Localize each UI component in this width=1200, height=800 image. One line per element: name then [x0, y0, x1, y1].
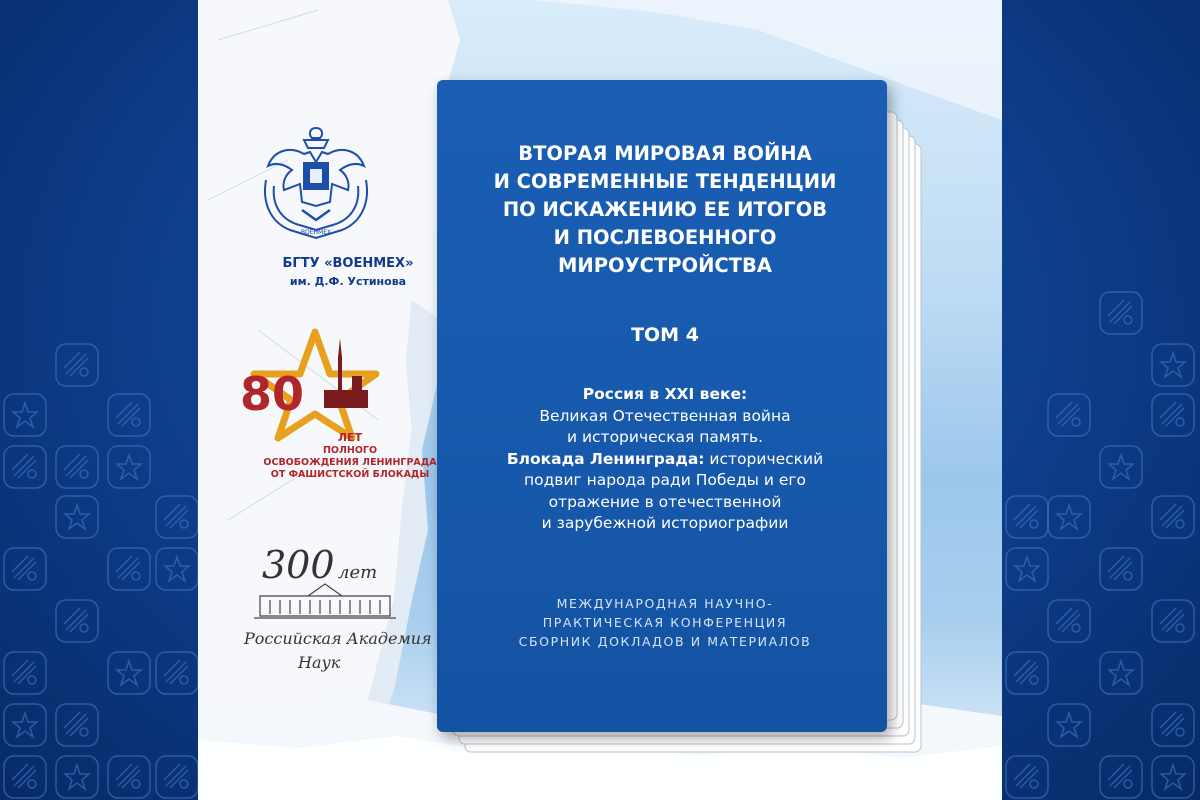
academy-building-icon	[254, 584, 396, 618]
book-title	[460, 140, 870, 280]
emblem-label: ВОЕНМЕХ	[300, 229, 332, 236]
section2-line: и зарубежной историографии	[541, 514, 789, 532]
liberation-80-logo	[240, 330, 390, 440]
section1-line: Великая Отечественная война	[539, 406, 791, 425]
section1-line: и историческая память.	[566, 428, 764, 446]
university-name: БГТУ «ВОЕНМЕХ»	[282, 256, 414, 271]
title-line: ПО ИСКАЖЕНИЮ ЕЕ ИТОГОВ	[502, 198, 828, 221]
title-line: И СОВРЕМЕННЫЕ ТЕНДЕНЦИИ	[493, 170, 837, 193]
academy-line2: Наук	[298, 653, 341, 672]
academy-word: лет	[338, 562, 378, 583]
footer-line: СБОРНИК ДОКЛАДОВ И МАТЕРИАЛОВ	[518, 634, 812, 649]
footer-line: МЕЖДУНАРОДНАЯ НАУЧНО-	[556, 596, 774, 611]
book-description	[460, 384, 870, 535]
section2-first-line: исторический	[704, 449, 824, 468]
book-volume: ТОМ 4	[631, 324, 699, 346]
anniversary-word: ЛЕТ	[337, 431, 363, 444]
section2-heading: Блокада Ленинграда:	[506, 449, 705, 468]
section2-line: подвиг народа ради Победы и его	[523, 471, 807, 489]
right-icon-pattern	[1000, 0, 1200, 800]
academy-300-logo	[240, 540, 432, 680]
left-icon-pattern	[0, 0, 200, 800]
academy-number: 300	[262, 543, 335, 587]
book-footer	[460, 594, 870, 651]
title-line: МИРОУСТРОЙСТВА	[558, 254, 772, 277]
anniversary-line2: ОСВОБОЖДЕНИЯ ЛЕНИНГРАДА	[263, 457, 437, 468]
footer-line: ПРАКТИЧЕСКАЯ КОНФЕРЕНЦИЯ	[542, 615, 788, 630]
title-line: ВТОРАЯ МИРОВАЯ ВОЙНА	[518, 142, 812, 165]
anniversary-line1: ПОЛНОГО	[322, 445, 378, 456]
voenmeh-emblem-icon	[260, 122, 372, 244]
title-line: И ПОСЛЕВОЕННОГО	[553, 226, 777, 249]
section2-line: отражение в отечественной	[548, 492, 782, 511]
university-subtitle: им. Д.Ф. Устинова	[289, 275, 407, 288]
anniversary-number: 80	[239, 367, 304, 421]
anniversary-line3: ОТ ФАШИСТСКОЙ БЛОКАДЫ	[270, 469, 430, 480]
academy-line1: Российская Академия	[244, 629, 432, 648]
section1-heading: Россия в XXI веке:	[582, 385, 748, 403]
